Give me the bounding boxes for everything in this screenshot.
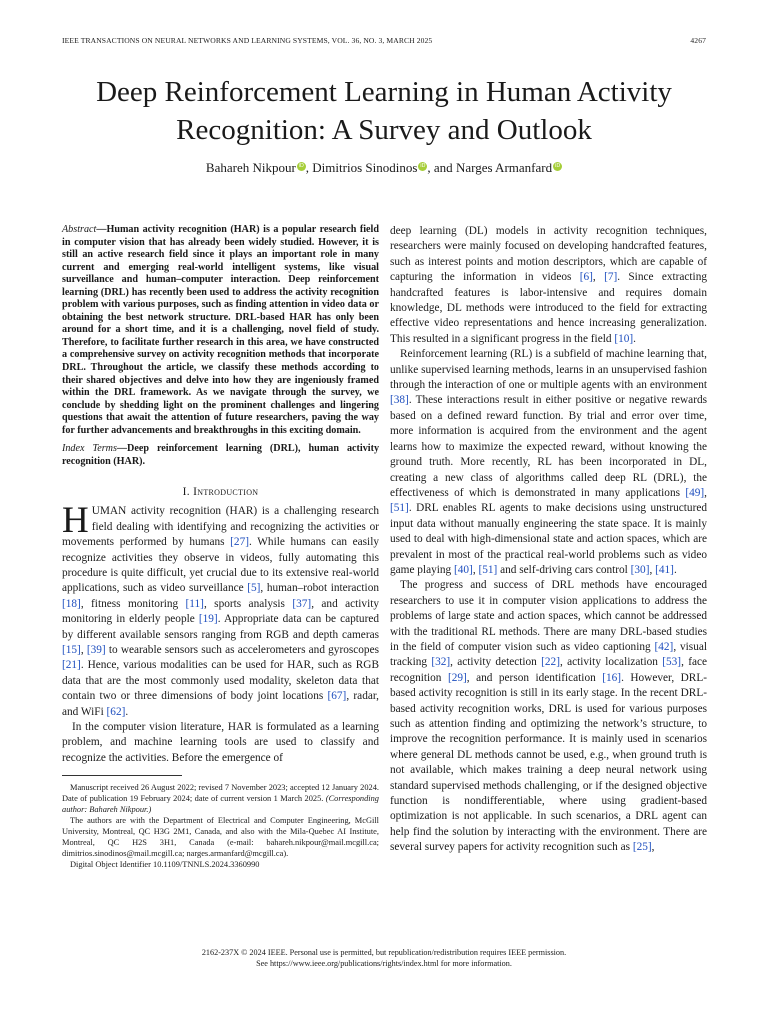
body-paragraph-1: deep learning (DL) models in activity recognition techniques, researchers were mainly focused on developing handcrafted features, such as interest points and motion descriptors, which are capable of capturing the information in videos [6], [7]. Since extracting handcrafted features is labor-intensive and requires domain knowledge, DL methods were introduced to the field for extracting effective video representations and hence increasing generalization. This resulted in a significant progress in the field [10].	[390, 225, 707, 345]
citation-link[interactable]: [39]	[86, 644, 106, 657]
running-head	[62, 36, 706, 45]
corresponding-author-note: (Corresponding author: Bahareh Nikpour.)	[62, 794, 379, 815]
section-title: Introduction	[193, 486, 259, 499]
citation-link[interactable]: [25]	[632, 841, 652, 854]
body-paragraph-3: The progress and success of DRL methods have encouraged researchers to use it in computer vision applications to address the problems of large state and action spaces, which cannot be addressed with the traditional RL methods. There are many DRL-based studies in the field of computer vision such as video captioning [42], visual tracking [32], activity detection [22], activity localization [53], face recognition [29], and person identification [16]. However, DRL-based activity recognition is still in its early stage. In the recent DRL-based activity recognition works, DRL is used for various purposes such as attention finding and optimizing the network’s structure, to improve the recognition performance. It is mainly used in scenarios where general DL methods cannot be used, e.g., when ground truth is not available, which makes training a deep neural network using standard supervised methods challenging, or if the designed objective function is nondifferentiable, where using gradient-based optimization is not applicable. In such scenarios, a DRL agent can help find the solution by interacting with the environment. There are several survey papers for activity recognition such as [25],	[390, 579, 708, 854]
index-terms-label: Index Terms	[62, 443, 117, 455]
section-heading	[62, 486, 379, 498]
footnote-divider	[62, 775, 182, 776]
citation-link[interactable]: [62]	[106, 705, 126, 718]
author-list: Bahareh Nikpour iD , Dimitrios Sinodinos iD , and Narges Armanfard iD	[205, 160, 561, 175]
citation-link[interactable]: [51]	[390, 502, 409, 515]
rights-url-line: See https://www.ieee.org/publications/rights/index.html for more information.	[256, 959, 512, 968]
index-terms: Index Terms—Deep reinforcement learning (DRL), human activity recognition (HAR).	[62, 443, 380, 467]
citation-link[interactable]: [32]	[431, 656, 451, 669]
citation-link[interactable]: [7]	[604, 271, 618, 284]
citation-link[interactable]: [53]	[662, 656, 682, 669]
citation-link[interactable]: [38]	[390, 394, 409, 407]
right-column	[390, 224, 707, 856]
citation-link[interactable]: [42]	[654, 640, 674, 653]
copyright-footer	[62, 947, 706, 969]
citation-link[interactable]: [37]	[292, 597, 312, 610]
citation-link[interactable]: [41]	[655, 563, 674, 576]
citation-link[interactable]: [19]	[198, 613, 218, 626]
copyright-line: 2162-237X © 2024 IEEE. Personal use is permitted, but republication/redistribution requires IEEE permission.	[201, 948, 567, 957]
citation-link[interactable]: [16]	[602, 671, 622, 684]
author-name: Dimitrios Sinodinos	[312, 160, 418, 175]
citation-link[interactable]: [10]	[614, 332, 634, 345]
author-name: Narges Armanfard	[455, 160, 553, 175]
citation-link[interactable]: [30]	[630, 563, 650, 576]
abstract: Abstract—Human activity recognition (HAR) is a popular research field in computer vision that has already been widely studied. However, it is still an active research field since it plays an important role in many current and emerging real-world intelligent systems, like visual surveillance and human–computer interaction. Deep reinforcement learning (DRL) has recently been used to address the activity recognition problem with various purposes, such as finding attention in video data or obtaining the best network structure. DRL-based HAR has only been around for a short time, and it is a challenging, novel field of study. Therefore, to facilitate further research in this area, we have constructed a comprehensive survey on activity recognition methods that incorporate DRL. Throughout the article, we classify these methods according to their shared objectives and delve into how they are ingeniously framed within the DRL framework. As we navigate through the survey, we conclude by shedding light on the prominent challenges and lingering questions that await the attention of future researchers, paving the way for further advancements and breakthroughs in this exciting domain.	[62, 224, 379, 436]
citation-link[interactable]: [5]	[247, 582, 261, 595]
citation-link[interactable]: [22]	[541, 656, 560, 669]
citation-link[interactable]: [11]	[185, 597, 204, 610]
footnote-received: Manuscript received 26 August 2022; revised 7 November 2023; accepted 12 January 2024. Date of publication 19 February 2024; date of current version 1 March 2025. (Corresponding author: Bahareh Nikpour.)	[62, 783, 379, 815]
paper-title: Deep Reinforcement Learning in Human Activity Recognition: A Survey and Outlook	[96, 76, 672, 146]
citation-link[interactable]: [49]	[685, 486, 705, 499]
section-number: I.	[182, 486, 190, 499]
citation-link[interactable]: [6]	[579, 271, 593, 284]
citation-link[interactable]: [21]	[62, 659, 81, 672]
drop-cap: H	[62, 500, 89, 542]
journal-header: IEEE TRANSACTIONS ON NEURAL NETWORKS AND LEARNING SYSTEMS, VOL. 36, NO. 3, MARCH 2025	[62, 36, 433, 45]
citation-link[interactable]: [18]	[62, 597, 81, 610]
footnote-affiliation: The authors are with the Department of Electrical and Computer Engineering, McGill University, Montreal, QC H3G 2M1, Canada, and also with the Mila-Quebec AI Institute, Montreal, QC H2S 3H1, Canada (e-mail: bahareh.nikpour@mail.mcgill.ca; dimitrios.sinodinos@mail.mcgill.ca; narges.armanfard@mcgill.ca).	[62, 816, 379, 859]
orcid-icon[interactable]: iD	[554, 163, 561, 169]
orcid-icon[interactable]: iD	[420, 163, 426, 169]
orcid-icon[interactable]: iD	[298, 163, 304, 169]
left-column	[62, 224, 379, 870]
citation-link[interactable]: [67]	[327, 690, 347, 703]
citation-link[interactable]: [40]	[454, 563, 473, 576]
citation-link[interactable]: [27]	[230, 536, 249, 549]
intro-paragraph-2: In the computer vision literature, HAR is formulated as a learning problem, and machine learning tools are used to classify and recognize the activities. Before the emergence of	[62, 721, 379, 764]
abstract-text: Human activity recognition (HAR) is a popular research field in computer vision that has already been widely studied. However, it is still an active research field since it plays an important role in many current and emerging real-world intelligent systems, like visual surveillance and human–computer interaction. Deep reinforcement learning (DRL) has recently been used to address the activity recognition problem with various purposes, such as finding attention in video data or obtaining the best network structure. DRL-based HAR has only been around for a short time, and it is a challenging, novel field of study. Therefore, to facilitate further research in this area, we have constructed a comprehensive survey on activity recognition methods that incorporate DRL. Throughout the article, we classify these methods according to their shared objectives and delve into how they are ingeniously framed within the DRL framework. As we navigate through the survey, we conclude by shedding light on the prominent challenges and lingering questions that await the attention of future researchers, paving the way for further advancements and breakthroughs in this exciting domain.	[62, 224, 379, 436]
author-name: Bahareh Nikpour	[205, 160, 296, 175]
intro-paragraph-1: HUMAN activity recognition (HAR) is a challenging research field dealing with identifying and recognizing the activities or movements performed by humans [27]. While humans can easily recognize activities they observe in videos, fully automating this procedure is quite difficult, yet crucial due to its extensive real-world applications, such as video surveillance [5], human–robot interaction [18], fitness monitoring [11], sports analysis [37], and activity monitoring in elderly people [19]. Appropriate data can be captured by different available sensors ranging from RGB and depth cameras [15], [39] to wearable sensors such as accelerometers and gyroscopes [21]. Hence, various modalities can be used for HAR, such as RGB data that are the most commonly used modality, skeleton data that contain two or three dimensions of body joint locations [67], radar, and WiFi [62].	[62, 500, 379, 718]
index-terms-text: Deep reinforcement learning (DRL), human activity recognition (HAR).	[62, 443, 380, 467]
citation-link[interactable]: [29]	[447, 671, 467, 684]
body-paragraph-2: Reinforcement learning (RL) is a subfield of machine learning that, unlike supervised learning methods, learns in an unsupervised fashion through the interaction of one or multiple agents with an environment [38]. These interactions result in either positive or negative rewards based on a defined reward function. By trial and error over time, more information is acquired from the environment and the agent learns how to maximize the expected reward, without knowing the ground truth. More recently, RL has been incorporated in DL, creating a new class of algorithms called deep RL (DRL), the effectiveness of which is demonstrated in many applications [49], [51]. DRL enables RL agents to make decisions using unstructured input data without manually engineering the state space. It is mainly used to deal with high-dimensional state and action spaces, which are prevalent in most of the practical real-world problems such as video game playing [40], [51] and self-driving cars control [30], [41].	[390, 348, 707, 576]
page-number: 4267	[690, 36, 706, 45]
abstract-label: Abstract	[62, 224, 97, 235]
citation-link[interactable]: [51]	[478, 563, 498, 576]
citation-link[interactable]: [15]	[62, 644, 81, 657]
footnote-doi: Digital Object Identifier 10.1109/TNNLS.2024.3360990	[70, 860, 260, 870]
